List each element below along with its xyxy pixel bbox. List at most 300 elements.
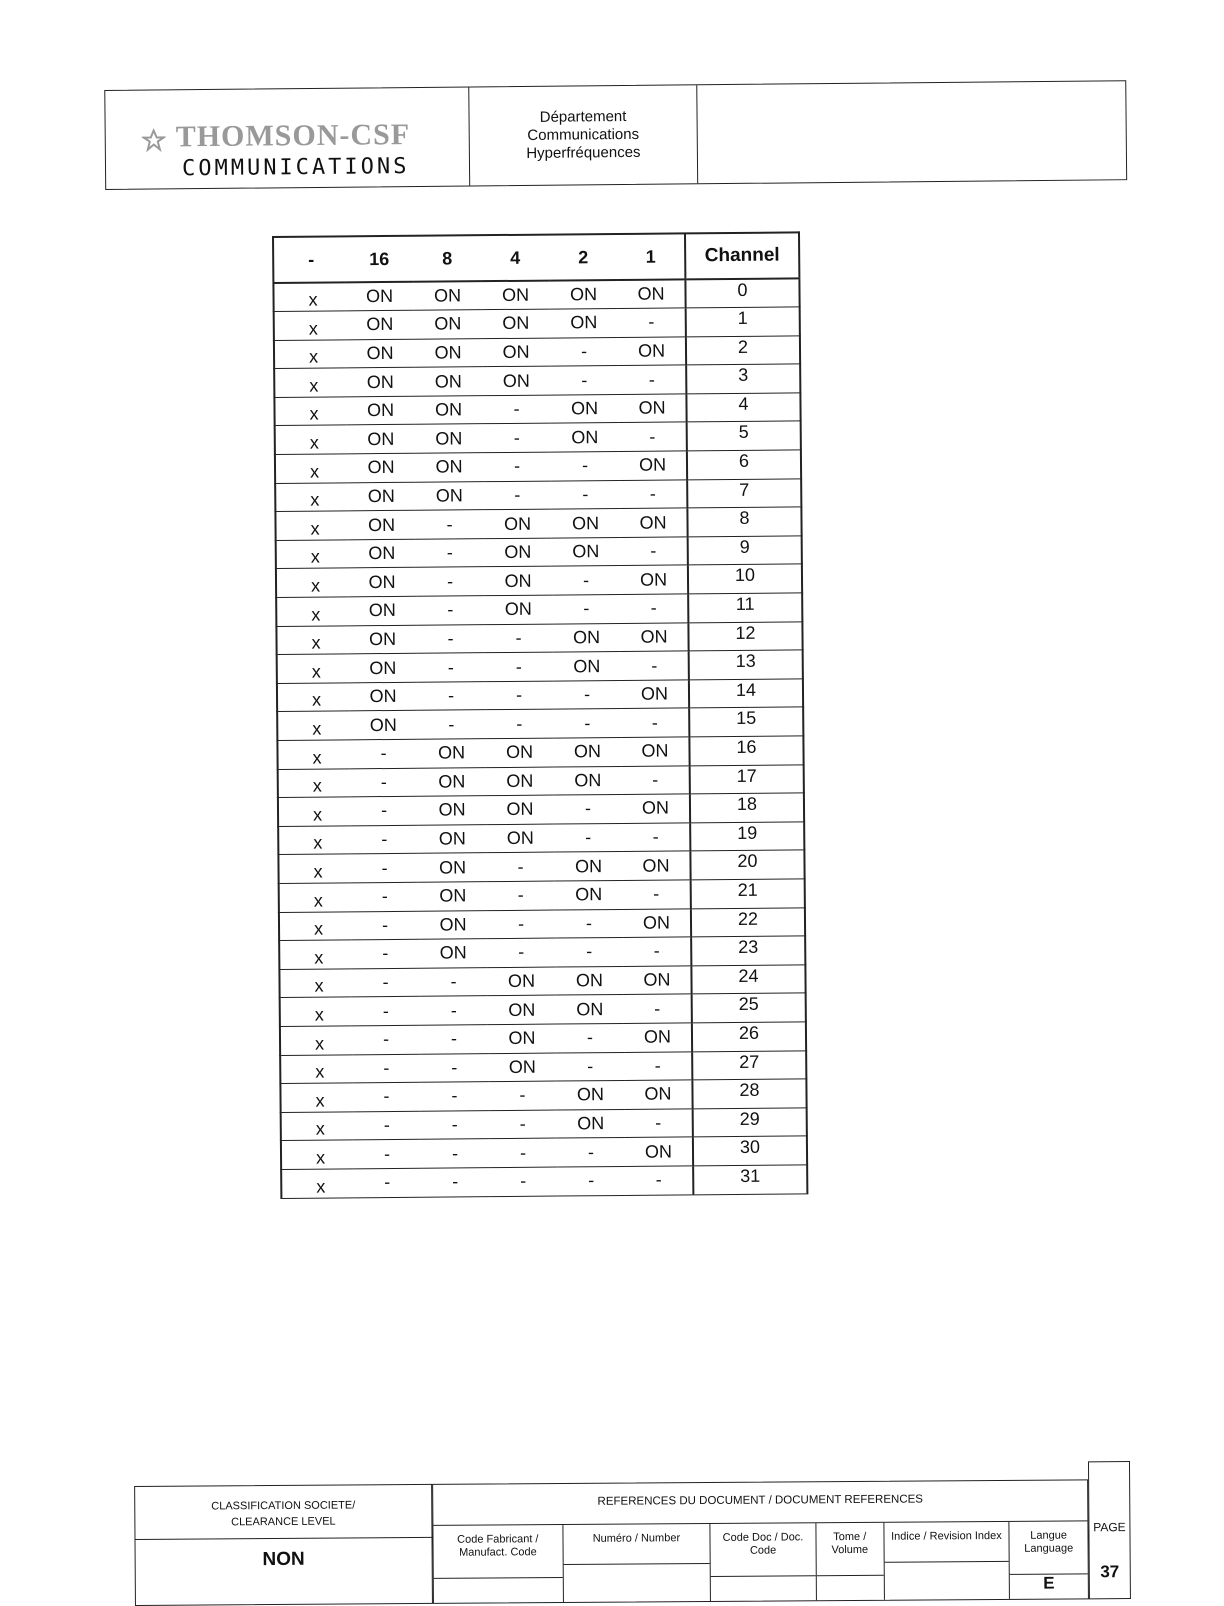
switch-cell: ON bbox=[482, 309, 550, 338]
switch-cell: x bbox=[280, 1083, 352, 1112]
channel-cell: 13 bbox=[689, 650, 803, 680]
switch-cell: x bbox=[279, 969, 351, 998]
switch-cell: - bbox=[555, 909, 623, 938]
switch-cell: - bbox=[420, 1082, 488, 1111]
table-row bbox=[277, 707, 803, 740]
channel-cell: 30 bbox=[693, 1136, 807, 1166]
switch-cell: - bbox=[351, 939, 419, 968]
switch-cell: - bbox=[421, 1168, 489, 1197]
switch-cell: ON bbox=[346, 368, 414, 397]
switch-cell: - bbox=[557, 1166, 625, 1195]
switch-cell: ON bbox=[623, 966, 691, 995]
table-row bbox=[276, 622, 802, 655]
switch-cell: x bbox=[274, 311, 346, 340]
switch-cell: ON bbox=[620, 623, 688, 652]
channel-cell: 0 bbox=[685, 278, 799, 308]
switch-cell: - bbox=[485, 709, 553, 738]
switch-cell: - bbox=[483, 481, 551, 510]
channel-cell: 20 bbox=[690, 850, 804, 880]
switch-cell: ON bbox=[345, 282, 413, 311]
switch-cell: ON bbox=[417, 739, 485, 768]
channel-cell: 18 bbox=[690, 793, 804, 823]
bit-header: 16 bbox=[345, 236, 413, 283]
table-row bbox=[275, 450, 801, 483]
switch-cell: - bbox=[618, 365, 686, 394]
switch-cell: - bbox=[620, 537, 688, 566]
page-box bbox=[1088, 1461, 1131, 1599]
switch-cell: - bbox=[554, 795, 622, 824]
switch-cell: ON bbox=[418, 853, 486, 882]
switch-cell: ON bbox=[347, 511, 415, 540]
switch-cell: - bbox=[483, 424, 551, 453]
department-line: Département bbox=[539, 107, 627, 126]
switch-cell: x bbox=[274, 368, 346, 397]
switch-cell: ON bbox=[618, 394, 686, 423]
table-row bbox=[279, 879, 805, 912]
switch-cell: - bbox=[553, 709, 621, 738]
table-row bbox=[278, 764, 804, 797]
switch-cell: - bbox=[624, 994, 692, 1023]
channel-cell: 29 bbox=[693, 1108, 807, 1138]
switch-cell: x bbox=[278, 826, 350, 855]
switch-cell: ON bbox=[621, 680, 689, 709]
channel-cell: 10 bbox=[688, 564, 802, 594]
reference-column bbox=[884, 1522, 1010, 1600]
bit-header: - bbox=[273, 236, 345, 283]
reference-column-value bbox=[711, 1575, 816, 1579]
switch-cell: - bbox=[420, 996, 488, 1025]
switch-cell: - bbox=[620, 594, 688, 623]
reference-column-label: Code Fabricant / Manufact. Code bbox=[457, 1533, 539, 1559]
switch-cell: ON bbox=[624, 1023, 692, 1052]
channel-cell: 27 bbox=[692, 1050, 806, 1080]
channel-cell: 5 bbox=[687, 421, 801, 451]
switch-cell: ON bbox=[483, 509, 551, 538]
switch-cell: - bbox=[551, 480, 619, 509]
switch-cell: - bbox=[554, 823, 622, 852]
switch-cell: - bbox=[350, 825, 418, 854]
switch-cell: ON bbox=[550, 394, 618, 423]
switch-cell: ON bbox=[484, 567, 552, 596]
switch-cell: ON bbox=[414, 396, 482, 425]
table-row bbox=[277, 679, 803, 712]
switch-cell: ON bbox=[348, 568, 416, 597]
table-row bbox=[274, 336, 800, 369]
switch-cell: - bbox=[351, 911, 419, 940]
switch-cell: ON bbox=[621, 737, 689, 766]
switch-cell: ON bbox=[485, 738, 553, 767]
channel-table bbox=[272, 231, 808, 1198]
table-row bbox=[281, 1136, 807, 1169]
switch-cell: - bbox=[619, 422, 687, 451]
table-row bbox=[273, 278, 799, 311]
channel-cell: 11 bbox=[688, 593, 802, 623]
switch-cell: - bbox=[350, 854, 418, 883]
switch-cell: x bbox=[276, 597, 348, 626]
switch-cell: x bbox=[275, 425, 347, 454]
table-row bbox=[277, 650, 803, 683]
logo-cell bbox=[105, 87, 470, 188]
header-blank-cell bbox=[697, 81, 1126, 183]
table-row bbox=[280, 1022, 806, 1055]
classification-value: NON bbox=[135, 1537, 431, 1572]
switch-cell: x bbox=[275, 483, 347, 512]
reference-column bbox=[816, 1523, 884, 1600]
switch-cell: - bbox=[552, 566, 620, 595]
switch-cell: ON bbox=[549, 280, 617, 309]
switch-cell: x bbox=[280, 997, 352, 1026]
channel-cell: 4 bbox=[686, 393, 800, 423]
switch-cell: - bbox=[352, 1054, 420, 1083]
switch-cell: - bbox=[622, 823, 690, 852]
switch-cell: x bbox=[277, 711, 349, 740]
switch-cell: x bbox=[279, 940, 351, 969]
switch-cell: x bbox=[278, 768, 350, 797]
switch-cell: ON bbox=[484, 595, 552, 624]
channel-cell: 25 bbox=[692, 993, 806, 1023]
department-line: Communications bbox=[527, 125, 640, 144]
bit-header: 2 bbox=[549, 234, 617, 281]
switch-cell: - bbox=[487, 938, 555, 967]
switch-cell: ON bbox=[413, 281, 481, 310]
switch-cell: ON bbox=[488, 995, 556, 1024]
switch-cell: ON bbox=[348, 625, 416, 654]
reference-column-value bbox=[434, 1577, 563, 1581]
switch-cell: ON bbox=[414, 310, 482, 339]
switch-cell: ON bbox=[619, 451, 687, 480]
switch-cell: ON bbox=[418, 796, 486, 825]
switch-cell: ON bbox=[486, 767, 554, 796]
switch-cell: ON bbox=[486, 824, 554, 853]
switch-cell: ON bbox=[555, 880, 623, 909]
switch-cell: - bbox=[555, 938, 623, 967]
switch-cell: ON bbox=[347, 425, 415, 454]
switch-cell: - bbox=[556, 1023, 624, 1052]
switch-cell: - bbox=[623, 937, 691, 966]
table-row bbox=[278, 822, 804, 855]
switch-cell: x bbox=[281, 1140, 353, 1169]
switch-cell: - bbox=[619, 480, 687, 509]
switch-cell: - bbox=[417, 710, 485, 739]
channel-cell: 16 bbox=[689, 736, 803, 766]
switch-cell: - bbox=[550, 366, 618, 395]
switch-cell: ON bbox=[419, 939, 487, 968]
switch-cell: ON bbox=[415, 453, 483, 482]
header-box bbox=[104, 80, 1127, 190]
channel-cell: 28 bbox=[692, 1079, 806, 1109]
document-header bbox=[104, 52, 1127, 190]
switch-cell: x bbox=[276, 568, 348, 597]
table-row bbox=[276, 536, 802, 569]
reference-column-value bbox=[563, 1563, 710, 1567]
switch-cell: x bbox=[277, 740, 349, 769]
reference-column-label: Numéro / Number bbox=[592, 1532, 681, 1545]
table-row bbox=[276, 564, 802, 597]
reference-column bbox=[1010, 1521, 1088, 1599]
switch-cell: ON bbox=[619, 508, 687, 537]
switch-cell: x bbox=[278, 797, 350, 826]
switch-cell: x bbox=[273, 282, 345, 311]
reference-column bbox=[563, 1524, 711, 1602]
reference-column-label: Tome / Volume bbox=[831, 1530, 869, 1557]
switch-cell: - bbox=[487, 881, 555, 910]
switch-cell: ON bbox=[488, 1053, 556, 1082]
switch-cell: x bbox=[274, 340, 346, 369]
bit-header: 4 bbox=[481, 235, 549, 282]
switch-cell: x bbox=[275, 511, 347, 540]
switch-cell: - bbox=[350, 796, 418, 825]
table-row bbox=[274, 364, 800, 397]
switch-cell: - bbox=[350, 768, 418, 797]
switch-cell: x bbox=[274, 397, 346, 426]
switch-cell: ON bbox=[618, 337, 686, 366]
classification-box bbox=[134, 1484, 433, 1606]
switch-cell: - bbox=[551, 452, 619, 481]
classification-label-line: CLASSIFICATION SOCIETE/ bbox=[211, 1499, 356, 1513]
switch-cell: - bbox=[351, 882, 419, 911]
switch-cell: ON bbox=[552, 537, 620, 566]
reference-column-value bbox=[884, 1561, 1009, 1565]
switch-cell: - bbox=[353, 1140, 421, 1169]
switch-cell: x bbox=[276, 625, 348, 654]
classification-label bbox=[135, 1497, 431, 1531]
reference-column-value bbox=[817, 1575, 884, 1578]
switch-cell: ON bbox=[484, 538, 552, 567]
channel-cell: 26 bbox=[692, 1022, 806, 1052]
table-header-row bbox=[273, 232, 799, 283]
bit-header: 8 bbox=[413, 235, 481, 282]
reference-column bbox=[433, 1525, 563, 1603]
table-row bbox=[279, 936, 805, 969]
switch-cell: - bbox=[488, 1081, 556, 1110]
switch-cell: ON bbox=[554, 766, 622, 795]
switch-cell: - bbox=[621, 651, 689, 680]
channel-cell: 19 bbox=[690, 822, 804, 852]
switch-cell: x bbox=[277, 683, 349, 712]
switch-cell: ON bbox=[620, 565, 688, 594]
switch-cell: ON bbox=[487, 967, 555, 996]
switch-cell: - bbox=[618, 308, 686, 337]
switch-cell: - bbox=[556, 1052, 624, 1081]
switch-cell: - bbox=[625, 1166, 693, 1195]
switch-cell: ON bbox=[346, 310, 414, 339]
references-title: REFERENCES DU DOCUMENT / DOCUMENT REFERENCES bbox=[597, 1493, 923, 1508]
switch-cell: ON bbox=[481, 281, 549, 310]
table-row bbox=[276, 593, 802, 626]
switch-cell: - bbox=[621, 708, 689, 737]
channel-cell: 14 bbox=[689, 679, 803, 709]
table-row bbox=[279, 965, 805, 998]
channel-cell: 3 bbox=[686, 364, 800, 394]
switch-cell: - bbox=[417, 653, 485, 682]
table-row bbox=[275, 421, 801, 454]
channel-cell: 7 bbox=[687, 479, 801, 509]
channel-cell: 9 bbox=[688, 536, 802, 566]
switch-cell: - bbox=[552, 595, 620, 624]
switch-cell: - bbox=[352, 1082, 420, 1111]
document-footer bbox=[134, 1461, 1131, 1598]
switch-cell: - bbox=[351, 968, 419, 997]
switch-cell: - bbox=[485, 652, 553, 681]
switch-cell: ON bbox=[623, 908, 691, 937]
switch-cell: ON bbox=[556, 1081, 624, 1110]
switch-cell: x bbox=[277, 654, 349, 683]
switch-cell: ON bbox=[348, 539, 416, 568]
switch-cell: - bbox=[420, 1053, 488, 1082]
switch-cell: ON bbox=[349, 653, 417, 682]
department-line: Hyperfréquences bbox=[526, 143, 641, 162]
logo-name: THOMSON-CSF bbox=[175, 118, 411, 154]
switch-cell: ON bbox=[488, 1024, 556, 1053]
switch-cell: ON bbox=[346, 396, 414, 425]
table-row bbox=[280, 993, 806, 1026]
switch-cell: ON bbox=[418, 824, 486, 853]
switch-cell: - bbox=[622, 765, 690, 794]
switch-cell: - bbox=[486, 852, 554, 881]
channel-cell: 2 bbox=[686, 336, 800, 366]
switch-cell: - bbox=[421, 1110, 489, 1139]
switch-cell: ON bbox=[625, 1137, 693, 1166]
classification-label-line: CLEARANCE LEVEL bbox=[231, 1515, 336, 1529]
switch-cell: - bbox=[415, 510, 483, 539]
switch-cell: x bbox=[275, 454, 347, 483]
switch-cell: - bbox=[553, 680, 621, 709]
reference-column-label: Langue Language bbox=[1024, 1529, 1074, 1555]
channel-cell: 12 bbox=[688, 622, 802, 652]
switch-cell: - bbox=[353, 1111, 421, 1140]
switch-cell: - bbox=[487, 910, 555, 939]
switch-cell: - bbox=[417, 681, 485, 710]
channel-header: Channel bbox=[685, 232, 799, 279]
switch-cell: - bbox=[419, 967, 487, 996]
switch-cell: ON bbox=[419, 882, 487, 911]
reference-column-label: Code Doc / Doc. Code bbox=[722, 1531, 804, 1557]
switch-cell: ON bbox=[554, 852, 622, 881]
switch-cell: - bbox=[421, 1139, 489, 1168]
switch-cell: ON bbox=[346, 339, 414, 368]
reference-column-label: Indice / Revision Index bbox=[891, 1529, 1002, 1543]
table-row bbox=[280, 1079, 806, 1112]
switch-cell: ON bbox=[486, 795, 554, 824]
switch-cell: - bbox=[352, 1025, 420, 1054]
switch-cell: - bbox=[416, 596, 484, 625]
document-references-box bbox=[432, 1479, 1089, 1604]
references-columns bbox=[433, 1520, 1088, 1603]
switch-cell: - bbox=[623, 880, 691, 909]
switch-cell: - bbox=[416, 539, 484, 568]
switch-cell: ON bbox=[349, 682, 417, 711]
switch-cell: ON bbox=[556, 995, 624, 1024]
channel-cell: 6 bbox=[687, 450, 801, 480]
switch-cell: ON bbox=[555, 966, 623, 995]
logo-subtitle: COMMUNICATIONS bbox=[181, 154, 410, 182]
switch-cell: - bbox=[489, 1138, 557, 1167]
switch-cell: - bbox=[484, 624, 552, 653]
table-row bbox=[278, 793, 804, 826]
switch-cell: x bbox=[281, 1112, 353, 1141]
switch-cell: ON bbox=[551, 509, 619, 538]
table-row bbox=[281, 1108, 807, 1141]
table-row bbox=[274, 393, 800, 426]
channel-cell: 31 bbox=[693, 1165, 807, 1195]
channel-cell: 21 bbox=[691, 879, 805, 909]
channel-cell: 8 bbox=[687, 507, 801, 537]
channel-cell: 22 bbox=[691, 907, 805, 937]
page-label: PAGE bbox=[1093, 1520, 1126, 1535]
switch-cell: - bbox=[416, 567, 484, 596]
switch-cell: x bbox=[279, 911, 351, 940]
switch-cell: ON bbox=[553, 737, 621, 766]
switch-cell: ON bbox=[624, 1080, 692, 1109]
page-number: 37 bbox=[1100, 1562, 1120, 1582]
switch-cell: ON bbox=[415, 424, 483, 453]
switch-cell: - bbox=[550, 337, 618, 366]
switch-cell: - bbox=[624, 1051, 692, 1080]
switch-cell: x bbox=[280, 1026, 352, 1055]
switch-cell: x bbox=[279, 883, 351, 912]
switch-cell: ON bbox=[349, 711, 417, 740]
channel-table-wrap bbox=[272, 231, 808, 1198]
switch-cell: ON bbox=[551, 423, 619, 452]
switch-cell: ON bbox=[617, 279, 685, 308]
switch-cell: - bbox=[353, 1168, 421, 1197]
switch-cell: - bbox=[483, 452, 551, 481]
switch-cell: x bbox=[281, 1169, 353, 1198]
channel-cell: 17 bbox=[690, 764, 804, 794]
switch-cell: - bbox=[352, 997, 420, 1026]
switch-cell: ON bbox=[347, 482, 415, 511]
switch-cell: - bbox=[420, 1025, 488, 1054]
switch-cell: ON bbox=[418, 767, 486, 796]
switch-cell: - bbox=[557, 1138, 625, 1167]
table-row bbox=[274, 307, 800, 340]
table-row bbox=[279, 907, 805, 940]
channel-cell: 24 bbox=[691, 965, 805, 995]
switch-cell: ON bbox=[348, 596, 416, 625]
switch-cell: - bbox=[416, 624, 484, 653]
switch-cell: ON bbox=[550, 309, 618, 338]
reference-column bbox=[711, 1523, 817, 1601]
switch-cell: ON bbox=[622, 794, 690, 823]
switch-cell: ON bbox=[419, 910, 487, 939]
switch-cell: ON bbox=[552, 623, 620, 652]
table-row bbox=[275, 507, 801, 540]
switch-cell: - bbox=[625, 1109, 693, 1138]
switch-cell: x bbox=[276, 540, 348, 569]
switch-cell: ON bbox=[482, 366, 550, 395]
switch-cell: ON bbox=[622, 851, 690, 880]
switch-cell: ON bbox=[347, 453, 415, 482]
table-row bbox=[278, 850, 804, 883]
switch-cell: ON bbox=[414, 367, 482, 396]
switch-cell: ON bbox=[415, 481, 483, 510]
switch-cell: x bbox=[280, 1054, 352, 1083]
table-row bbox=[277, 736, 803, 769]
bit-header: 1 bbox=[617, 233, 685, 280]
switch-cell: - bbox=[489, 1167, 557, 1196]
table-row bbox=[275, 479, 801, 512]
channel-cell: 15 bbox=[689, 707, 803, 737]
switch-cell: - bbox=[482, 395, 550, 424]
channel-cell: 23 bbox=[691, 936, 805, 966]
table-row bbox=[281, 1165, 807, 1198]
table-row bbox=[280, 1050, 806, 1083]
switch-cell: ON bbox=[553, 652, 621, 681]
switch-cell: ON bbox=[557, 1109, 625, 1138]
reference-column-value: E bbox=[1010, 1573, 1088, 1590]
department-cell bbox=[469, 85, 698, 185]
switch-cell: - bbox=[349, 739, 417, 768]
